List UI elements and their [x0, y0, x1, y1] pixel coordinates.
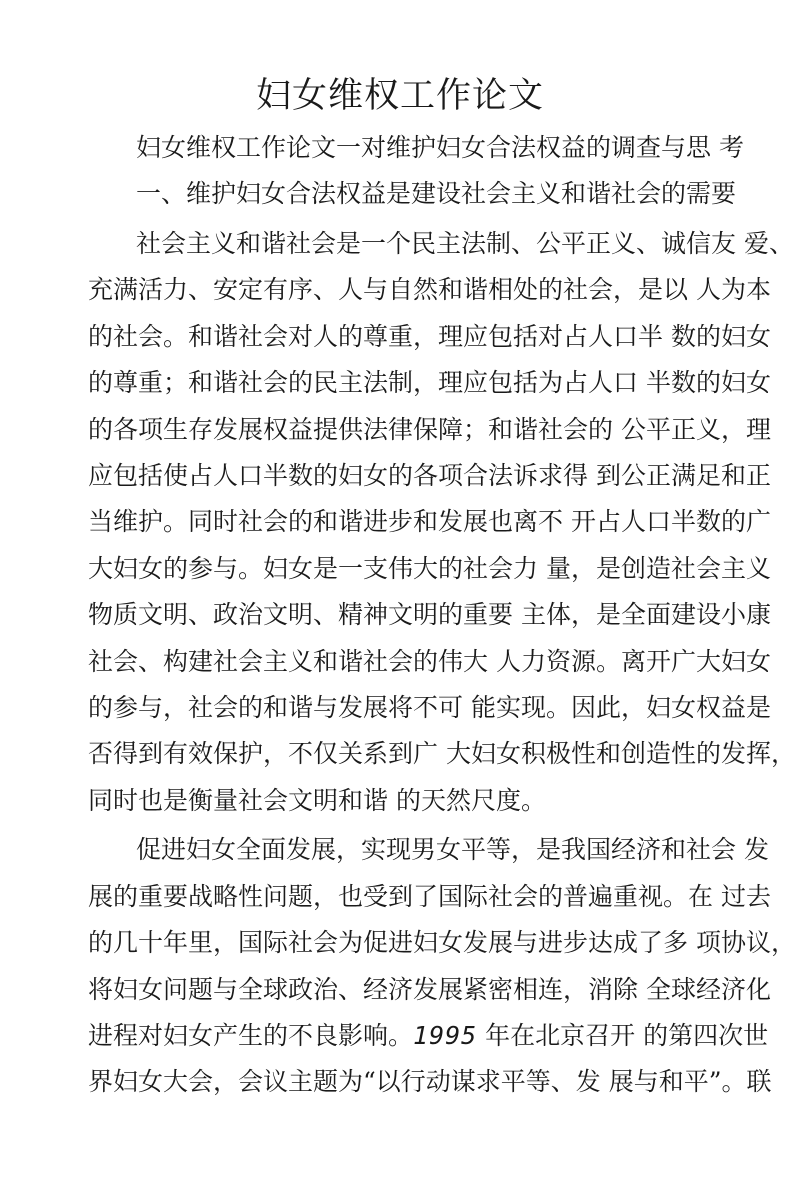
paragraph-line: 同时也是衡量社会文明和谐 的天然尺度。 [88, 786, 546, 815]
paragraph-line: 社会、构建社会主义和谐社会的伟大 人力资源。离开广大妇女 [88, 647, 771, 676]
section-heading: 一、维护妇女合法权益是建设社会主义和谐社会的需要 [136, 179, 737, 208]
year-1995: 1995 [413, 1021, 478, 1050]
document-subtitle: 妇女维权工作论文一对维护妇女合法权益的调查与思 考 [136, 133, 744, 162]
paragraph-line-with-year [88, 1016, 769, 1056]
paragraph-line: 社会主义和谐社会是一个民主法制、公平正义、诚信友 爱、 [136, 229, 794, 258]
paragraph-line: 否得到有效保护，不仅关系到广 大妇女积极性和创造性的发挥， [88, 739, 796, 768]
paragraph-line: 大妇女的参与。妇女是一支伟大的社会力 量，是创造社会主义 [88, 554, 771, 583]
paragraph-line: 将妇女问题与全球政治、经济发展紧密相连，消除 全球经济化 [88, 975, 771, 1004]
paragraph-line: 的各项生存发展权益提供法律保障；和谐社会的 公平正义，理 [88, 415, 771, 444]
paragraph-line: 展的重要战略性问题，也受到了国际社会的普遍重视。在 过去 [88, 882, 771, 911]
paragraph-line: 物质文明、政治文明、精神文明的重要 主体，是全面建设小康 [88, 600, 771, 629]
paragraph-line: 界妇女大会，会议主题为“以行动谋求平等、发 展与和平”。联 [88, 1067, 772, 1096]
line-text-before-year: 进程对妇女产生的不良影响。 [88, 1021, 414, 1050]
paragraph-line: 促进妇女全面发展，实现男女平等，是我国经济和社会 发 [136, 835, 769, 864]
line-text-after-year: 年在北京召开 的第四次世 [477, 1021, 769, 1050]
paragraph-line: 当维护。同时社会的和谐进步和发展也离不 开占人口半数的广 [88, 507, 771, 536]
paragraph-line: 充满活力、安定有序、人与自然和谐相处的社会，是以 人为本 [88, 275, 771, 304]
document-title: 妇女维权工作论文 [255, 76, 544, 116]
paragraph-line: 的社会。和谐社会对人的尊重，理应包括对占人口半 数的妇女 [88, 322, 771, 351]
paragraph-line: 应包括使占人口半数的妇女的各项合法诉求得 到公正满足和正 [88, 461, 771, 490]
paragraph-line: 的尊重；和谐社会的民主法制，理应包括为占人口 半数的妇女 [88, 368, 771, 397]
paragraph-line: 的参与，社会的和谐与发展将不可 能实现。因此，妇女权益是 [88, 693, 771, 722]
paragraph-line: 的几十年里，国际社会为促进妇女发展与进步达成了多 项协议， [88, 928, 796, 957]
